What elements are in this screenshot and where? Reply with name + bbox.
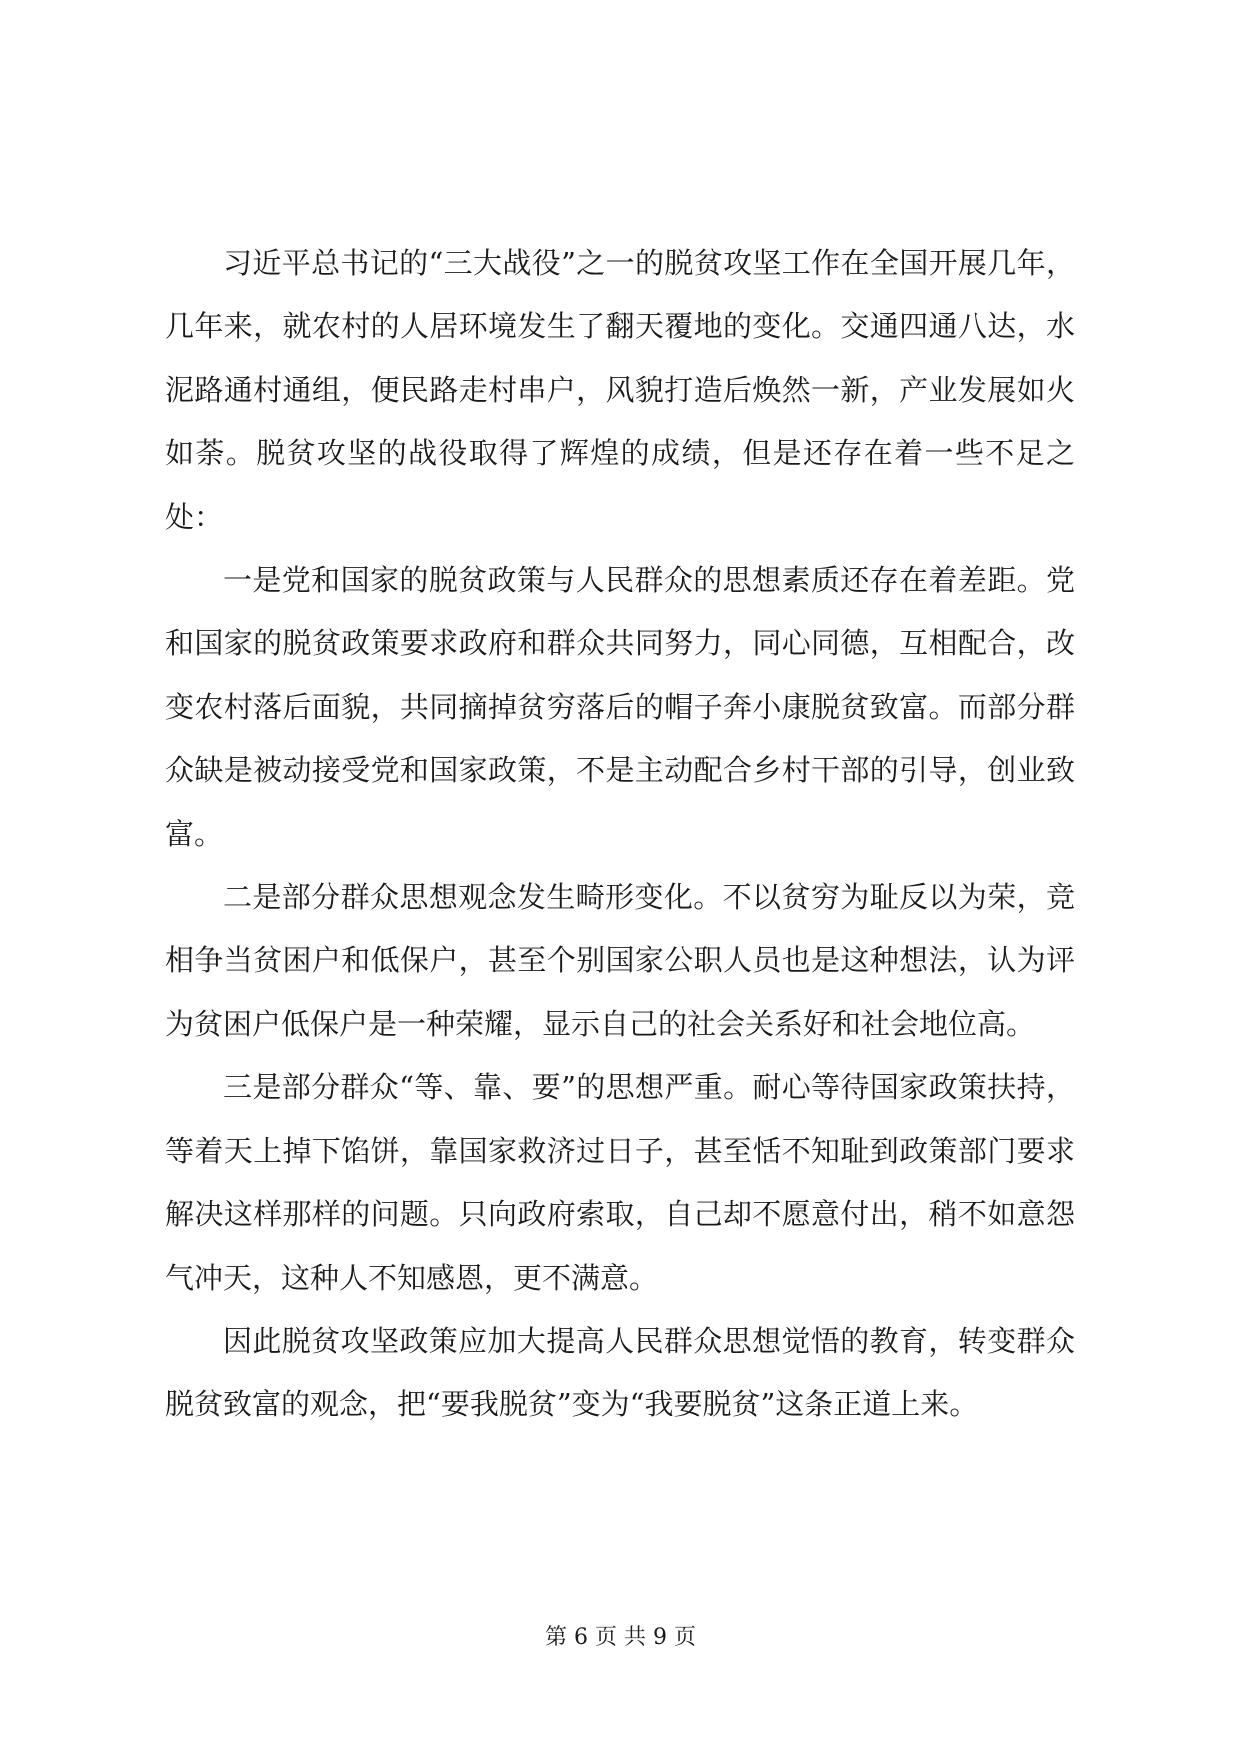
paragraph-point-one: 一是党和国家的脱贫政策与人民群众的思想素质还存在着差距。党和国家的脱贫政策要求政府和群众共同努力，同心同德，互相配合，改变农村落后面貌，共同摘掉贫穷落后的帽子奔小康脱贫致富。而部分群众缺是被动接受党和国家政策，不是主动配合乡村干部的引导，创业致富。 [165,563,1075,851]
paragraph-intro: 习近平总书记的“三大战役”之一的脱贫攻坚工作在全国开展几年，几年来，就农村的人居环境发生了翻天覆地的变化。交通四通八达，水泥路通村通组，便民路走村串户，风貌打造后焕然一新，产业发展如火如荼。脱贫攻坚的战役取得了辉煌的成绩，但是还存在着一些不足之处： [165,246,1075,534]
page-number-footer: 第 6 页 共 9 页 [545,1625,696,1650]
paragraph-conclusion: 因此脱贫攻坚政策应加大提高人民群众思想觉悟的教育，转变群众脱贫致富的观念，把“要我脱贫”变为“我要脱贫”这条正道上来。 [165,1323,1075,1422]
paragraph-point-two: 二是部分群众思想观念发生畸形变化。不以贫穷为耻反以为荣，竞相争当贫困户和低保户，甚至个别国家公职人员也是这种想法，认为评为贫困户低保户是一种荣耀，显示自己的社会关系好和社会地位高。 [165,880,1075,1041]
paragraph-point-three: 三是部分群众“等、靠、要”的思想严重。耐心等待国家政策扶持，等着天上掉下馅饼，靠国家救济过日子，甚至恬不知耻到政策部门要求解决这样那样的问题。只向政府索取，自己却不愿意付出，稍不如意怨气冲天，这种人不知感恩，更不满意。 [165,1070,1075,1295]
document-body [165,232,1075,1437]
